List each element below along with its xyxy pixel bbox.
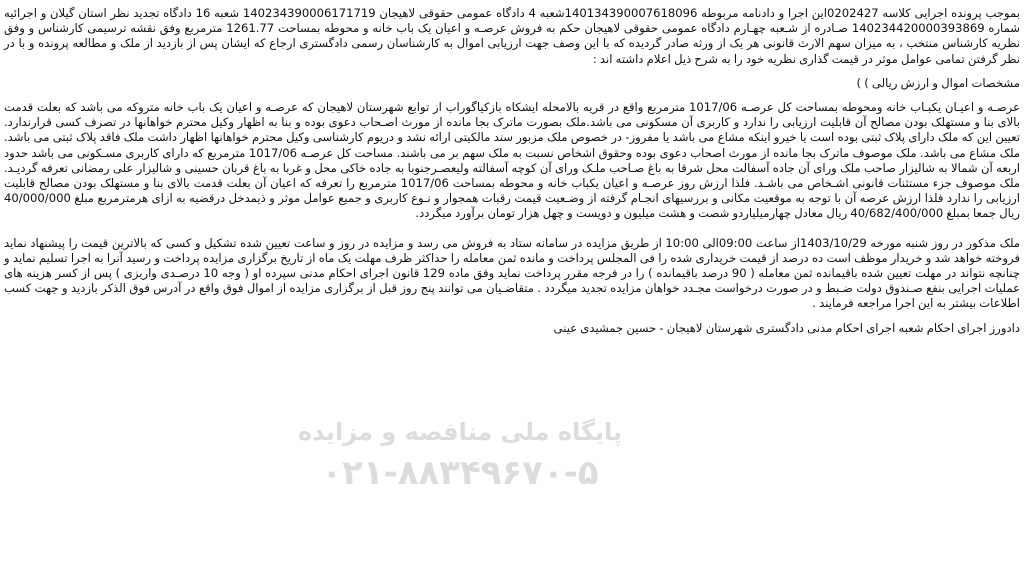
watermark-title: پایگاه ملی مناقصه و مزایده bbox=[297, 418, 623, 446]
spacer bbox=[4, 312, 1020, 321]
auction-notice-document bbox=[4, 6, 1020, 336]
watermark bbox=[250, 415, 670, 535]
signature-line: دادورز اجرای احکام شعبه اجرای احکام مدنی دادگستری شهرستان لاهیجان - حسین جمشیدی عینی bbox=[553, 320, 1020, 335]
spacer bbox=[4, 91, 1020, 100]
spacer bbox=[4, 67, 1020, 76]
auction-terms-paragraph: ملک مذکور در روز شنبه مورخه 1403/10/29از ساعت 09:00الی 10:00 از طریق مزایده در سامانه ستاد به فروش می رسد و مزایده در روز و ساعت تعیین شده تشکیل و کسی که بالاترین قیمت را پیشنهاد نماید فروخته خواهد شد و خریدار موظف است ده درصد از قیمت خریداری شده را فی المجلس پرداخت و مانده ثمن معامله را حداکثر ظرف مهلت یک ماه از تاریخ برگزاری مزایده پرداخت و رسید آنرا به اجرا تسلیم نماید و چنانچه نتواند در مهلت تعیین شده باقیمانده ثمن معامله ( 90 درصد باقیمانده ) را در فرجه مقرر پرداخت نماید وفق ماده 129 قانون اجرای احکام مدنی سپرده او ( وجه 10 درصـدی واریزی ) پس از کسر هزینه های عملیات اجرایی بنفع صـندوق دولت ضـبط و در صورت درخواست مجـدد خواهان مزایده تجدید میگردد . متقاضـیان می توانند پنج روز قبل از برگزاری مزایده از اموال فوق واقع در آدرس فوق الذکر بازدید و جهت کسب اطلاعات بیشتر به این اجرا مراجعه فرمایند . bbox=[4, 235, 1020, 311]
property-description-paragraph: عرصـه و اعیـان یکبـاب خانه ومحوطه بمساحت کل عرصـه 1017/06 مترمربع واقع در قریه بالامحله ایشکاه بازکیاگوراب از توابع شهرستان لاهیجان که عرصـه و اعیان یک باب خانه متروکه می باشد که بعلت قدمت بالای بنا و مستهلک بودن مصالح آن قابلیت ارزیابی را ندارد و کاربری آن مسکونی می باشد.ملک بصورت ماترک بجا مانده از مورث اصـحاب دعوی بوده و بنا به اظهار وکیل محترم خواهانها در تصرف کسی قرارندارد. تعیین این که ملک دارای پلاک ثبتی بوده است یا خیرو اینکه مشاع می باشد یا مفروز- در خصوص ملک مزبور سند مالکیتی ارائه نشد و دریوم کارشناسی وکیل محترم خواهانها اظهار داشت ملک فاقد پلاک ثبتی می باشد. ملک مشاع می باشد. ملک موصوف ماترک بجا مانده از مورث اصحاب دعوی بوده وحقوق اشخاص نسبت به ملک سهم بر می باشند. مساحت کل عرصـه 1017/06 مترمربع که دارای کاربری مسـکونی می باشد حدود اربعه آن شمالا به شالیزار صاحب ملک ورای آن جاده آسفالت محل شرقا به باغ صـاحب ملـک ورای آن کوچه آسفالته ولیعصـرجنوبا به جاده خاکی محل و غربا به باغ قربان حسینی و شالیزار علی رمضانی تعرفه گردیـد. ملک موصوف جزء مستثنات قانونی اشـخاص می باشـد. فلذا ارزش روز عرصـه و اعیان یکباب خانه و محوطه بمساحت 1017/06 مترمربع را تعرفه که اعیان آن بعلت قدمت بالای بنا و مستهلک بودن مصالح قابلیت ارزیابی را ندارد فلذا ارزش عرصه آن با توجه به موقعیت مکانی و بررسیهای انجـام گرفته از وضـعیت قیمت رقبات همجوار و نـوع کاربری و جمیع عوامل موثر و ذیمدخل درقضیه به ازای هرمترمربع مبلغ 40/000/000 ریال جمعا بمبلغ 40/682/400/000 ریال معادل چهارمیلیاردو شصت و هشت میلیون و دویست و چهل هزار تومان برآورد میگردد. bbox=[4, 100, 1020, 221]
intro-paragraph: بموجب پرونده اجرایی کلاسه 0202427این اجرا و دادنامه مربوطه 140134390007618096شعبه 4 دادگاه عمومی حقوقی لاهیجان 140234390006171719 شعبه 16 دادگاه تجدید نظر استان گیلان و اجرائیه شماره 140234420000393869 صـادره از شـعبه چهـارم دادگاه عمومی حقوقی لاهیجان حکم به فروش عرصـه و اعیان یک باب خانه و محوطه بمساحت 1261.77 مترمربع وفق نقشه ترسیمی کارشناس و وفق نظریه کارشناس منتخب ، به میزان سهم الارث قانونی هر یک از ورثه صادر گردیده که با این وصف جهت ارزیابی اموال به کارشناسان رسمی دادگستری ارجاع که ایشان پس از بازدید از ملک و مطالعه پرونده و با در نظر گرفتن تمامی عوامل موثر در قیمت گذاری نظریه خود را به شرح ذیل اعلام داشته اند : bbox=[4, 6, 1020, 66]
watermark-phone: ۰۲۱-۸۸۳۴۹۶۷۰-۵ bbox=[321, 453, 599, 493]
spacer bbox=[4, 222, 1020, 236]
specifications-heading: مشخصات اموال و ارزش ریالی ) ) bbox=[856, 75, 1020, 90]
